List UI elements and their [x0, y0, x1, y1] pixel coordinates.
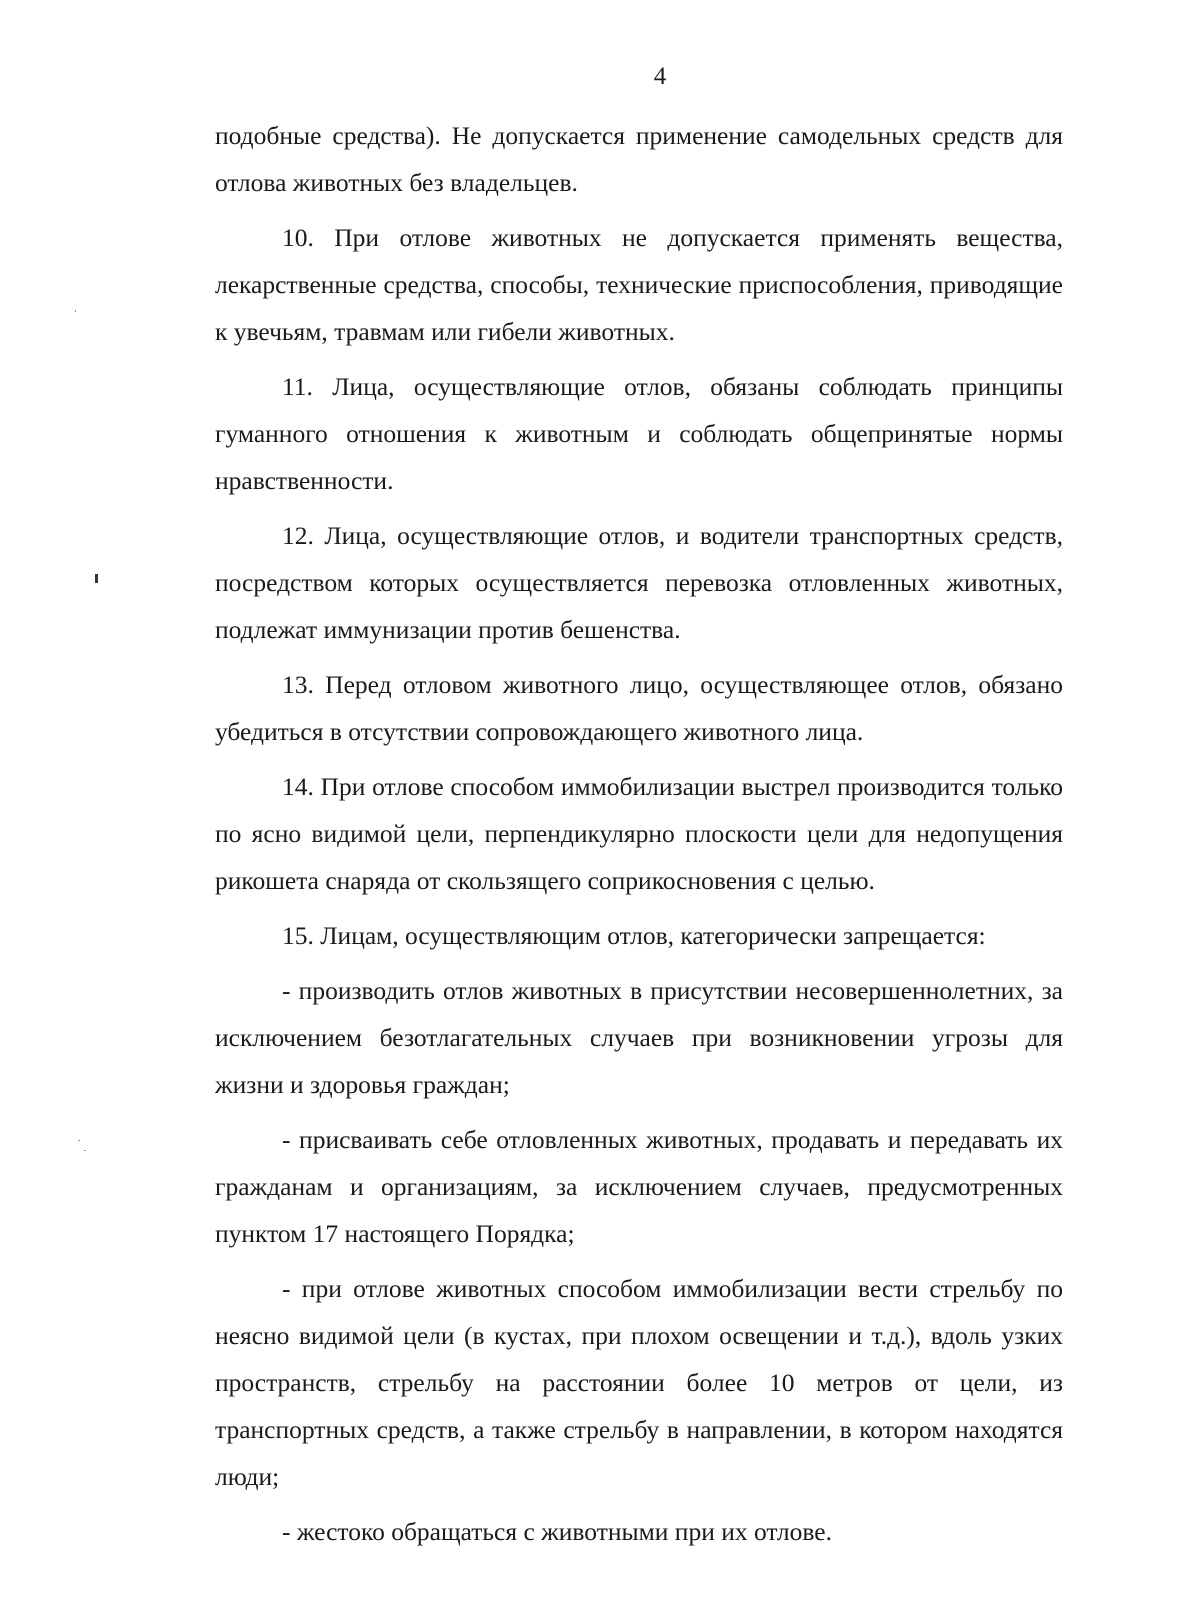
list-item-prohibition-2: - присваивать себе отловленных животных, продавать и передавать их гражданам и организациям, за исключением случаев, предусмотренных пунктом 17 настоящего Порядка; [215, 1125, 1063, 1248]
list-item-prohibition-1: - производить отлов животных в присутствии несовершеннолетних, за исключением безотлагательных случаев при возникновении угрозы для жизни и здоровья граждан; [215, 976, 1063, 1099]
paragraph-item-13: 13. Перед отловом животного лицо, осуществляющее отлов, обязано убедиться в отсутствии сопровождающего животного лица. [215, 670, 1063, 746]
scan-speck [78, 1140, 80, 1141]
list-item-prohibition-3: - при отлове животных способом иммобилизации вести стрельбу по неясно видимой цели (в кустах, при плохом освещении и т.д.), вдоль узких пространств, стрельбу на расстоянии более 10 метров от цели, из транспортных средств, а также стрельбу в направлении, в котором находятся люди; [215, 1274, 1063, 1491]
list-item-prohibition-4: - жестоко обращаться с животными при их отлове. [282, 1517, 832, 1546]
paragraph-item-15: 15. Лицам, осуществляющим отлов, категорически запрещается: [282, 921, 986, 950]
paragraph-continuation: подобные средства). Не допускается применение самодельных средств для отлова животных без владельцев. [215, 121, 1063, 197]
scan-speck [84, 1150, 86, 1151]
document-body [215, 112, 1063, 1563]
paragraph-item-12: 12. Лица, осуществляющие отлов, и водители транспортных средств, посредством которых осуществляется перевозка отловленных животных, подлежат иммунизации против бешенства. [215, 521, 1063, 644]
page-number: 4 [653, 63, 667, 90]
scan-speck [95, 574, 98, 583]
paragraph-item-11: 11. Лица, осуществляющие отлов, обязаны соблюдать принципы гуманного отношения к животным и соблюдать общепринятые нормы нравственности. [215, 372, 1063, 495]
paragraph-item-14: 14. При отлове способом иммобилизации выстрел производится только по ясно видимой цели, перпендикулярно плоскости цели для недопущения рикошета снаряда от скользящего соприкосновения с целью. [215, 772, 1063, 895]
scan-speck [75, 310, 76, 312]
paragraph-item-10: 10. При отлове животных не допускается применять вещества, лекарственные средства, способы, технические приспособления, приводящие к увечьям, травмам или гибели животных. [215, 223, 1063, 346]
